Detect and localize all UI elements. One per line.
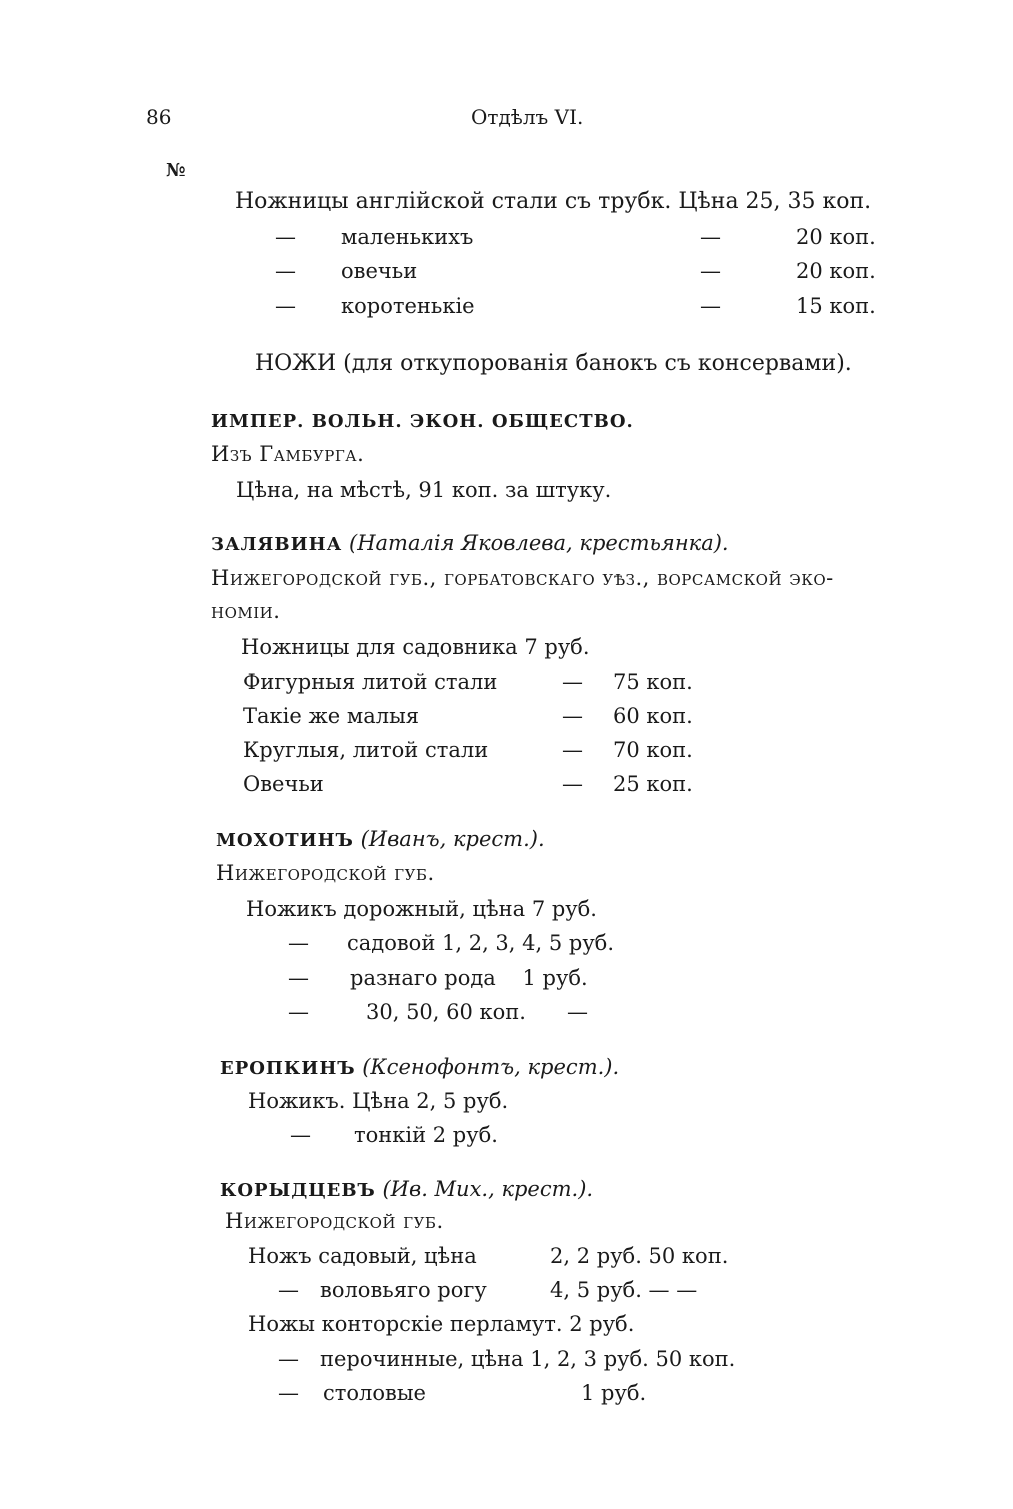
item-price: 70 коп. [613,738,693,762]
row-dash: — [562,772,583,796]
entry-name: ИМПЕР. ВОЛЬН. ЭКОН. ОБЩЕСТВО. [211,411,634,432]
row-dash: — [278,1278,299,1302]
entry-heading [211,530,729,558]
row-dash: — [278,1381,299,1405]
knives-heading: НОЖИ (для откупорованія банокъ съ консервами). [255,351,852,376]
entry-name: ЕРОПКИНЪ [220,1058,356,1079]
row-dash: — [288,966,309,990]
scissors-item: маленькихъ [341,225,474,249]
item-price: 75 коп. [613,670,693,694]
item-name: Фигурныя литой стали [243,670,498,694]
item-name: столовые [323,1381,426,1405]
entry-heading [216,826,545,854]
item-text: садовой 1, 2, 3, 4, 5 руб. [347,931,614,955]
entry-place: Нижегородской губ. [225,1209,444,1233]
item-price: 2, 2 руб. 50 коп. [550,1244,729,1268]
entry-heading [220,1176,593,1204]
row-dash: — [275,294,296,318]
item-price: 1 руб. [581,1381,647,1405]
row-dash: — [288,931,309,955]
row-dash: — [700,259,721,283]
entry-name: КОРЫДЦЕВЪ [220,1180,376,1201]
row-dash: — [700,294,721,318]
entry-line: Цѣна, на мѣстѣ, 91 коп. за штуку. [236,478,612,502]
item-price: 4, 5 руб. — — [550,1278,698,1302]
row-dash: — [562,738,583,762]
entry-detail: (Ксенофонтъ, крест.). [362,1055,620,1079]
entry-detail: (Наталія Яковлева, крестьянка). [349,531,729,555]
number-sign: № [166,160,186,181]
entry-line: Ножикъ дорожный, цѣна 7 руб. [246,897,597,921]
entry-line: Ножы конторскіе перламут. 2 руб. [248,1312,635,1336]
entry-heading [220,1054,619,1082]
item-name: Ножъ садовый, цѣна [248,1244,477,1268]
item-name: Овечьи [243,772,324,796]
scissors-line: Ножницы англійской стали съ трубк. Цѣна 25, 35 коп. [235,189,872,214]
entry-place: Изъ Гамбурга. [211,442,365,466]
scissors-price: 20 коп. [796,225,876,249]
item-name: Круглыя, литой стали [243,738,489,762]
scissors-item: коротенькіе [341,294,475,318]
page-number: 86 [146,105,172,129]
item-name: воловьяго рогу [320,1278,487,1302]
row-dash: — [562,670,583,694]
item-text: 30, 50, 60 коп. [366,1000,526,1024]
row-dash: — [567,1000,588,1024]
item-price: 25 коп. [613,772,693,796]
row-dash: — [278,1347,299,1371]
row-dash: — [700,225,721,249]
item-text: перочинные, цѣна 1, 2, 3 руб. 50 коп. [320,1347,736,1371]
row-dash: — [275,259,296,283]
item-text: тонкій 2 руб. [354,1123,498,1147]
item-text: разнаго рода 1 руб. [350,966,588,990]
item-price: 60 коп. [613,704,693,728]
item-name: Такіе же малыя [243,704,420,728]
entry-detail: (Ив. Мих., крест.). [382,1177,594,1201]
scissors-price: 20 коп. [796,259,876,283]
entry-place: Нижегородской губ. [216,861,435,885]
scissors-price: 15 коп. [796,294,876,318]
scissors-item: овечьи [341,259,418,283]
entry-line: Ножикъ. Цѣна 2, 5 руб. [248,1089,509,1113]
entry-line: Ножницы для садовника 7 руб. [241,635,590,659]
entry-place: номіи. [211,599,281,623]
entry-place: Нижегородской губ., горбатовскаго уѣз., ворсамской эко- [211,566,834,590]
row-dash: — [275,225,296,249]
row-dash: — [288,1000,309,1024]
entry-name: МОХОТИНЪ [216,830,354,851]
entry-detail: (Иванъ, крест.). [360,827,545,851]
entry-name: ЗАЛЯВИНА [211,534,343,555]
row-dash: — [562,704,583,728]
section-title: Отдѣлъ VI. [471,105,584,129]
row-dash: — [290,1123,311,1147]
